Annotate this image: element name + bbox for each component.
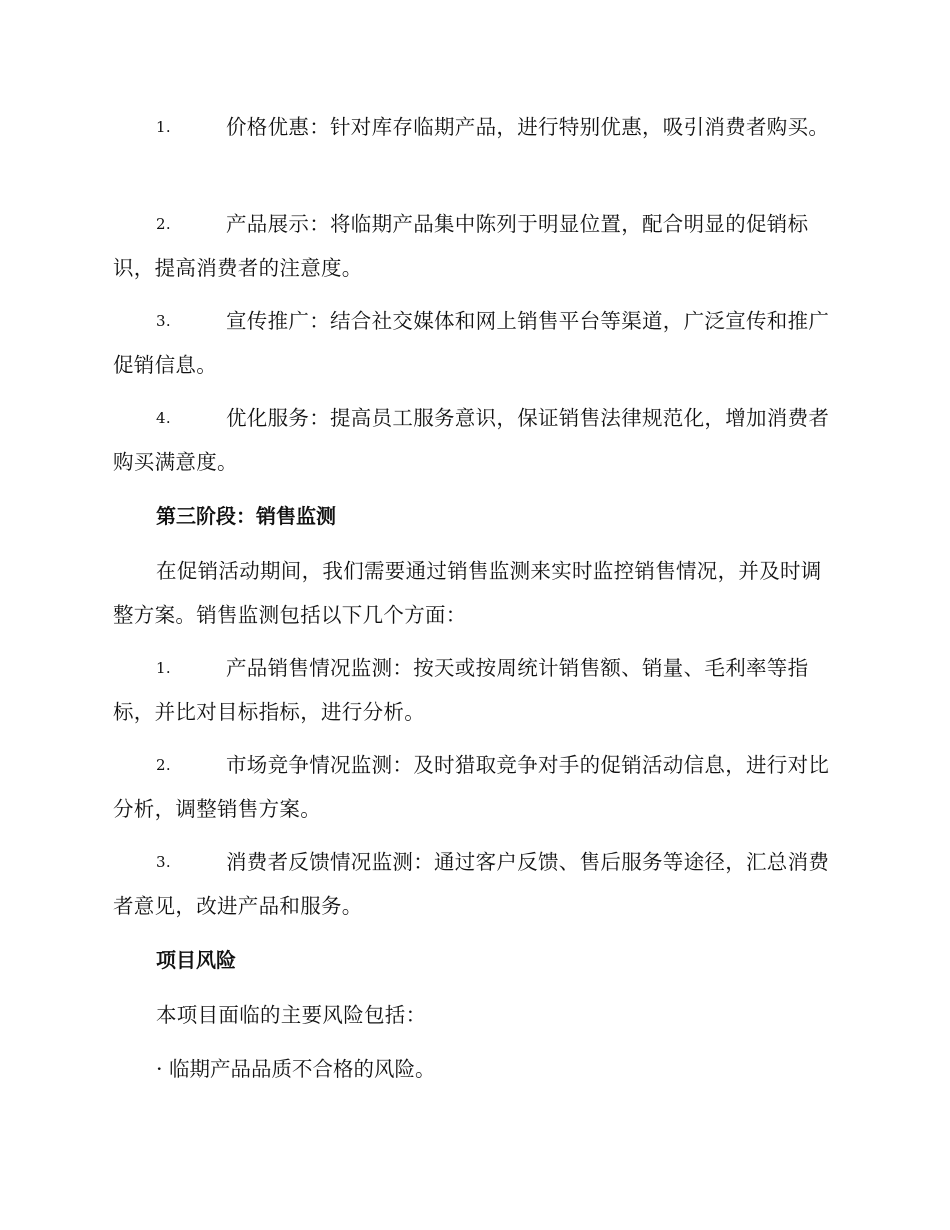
list-item (113, 743, 833, 831)
list-item-text: 市场竞争情况监测：及时猎取竞争对手的促销活动信息，进行对比分析，调整销售方案。 (113, 753, 830, 821)
list-number: 2. (156, 756, 171, 774)
risk-intro-paragraph: 本项目面临的主要风险包括： (156, 1003, 427, 1027)
list-item-text: 价格优惠：针对库存临期产品，进行特别优惠，吸引消费者购买。 (226, 115, 830, 139)
list-number: 3. (156, 853, 171, 871)
list-item-text: 产品展示：将临期产品集中陈列于明显位置，配合明显的促销标识，提高消费者的注意度。 (113, 212, 809, 280)
list-number: 4. (156, 409, 171, 427)
list-number: 3. (156, 312, 171, 330)
list-item (113, 840, 833, 928)
list-number: 1. (156, 118, 171, 136)
list-item-text: 产品销售情况监测：按天或按周统计销售额、销量、毛利率等指标，并比对目标指标，进行分析。 (113, 656, 809, 724)
list-item (113, 646, 833, 734)
list-number: 1. (156, 659, 171, 677)
list-item (113, 299, 833, 387)
section-heading: 第三阶段：销售监测 (156, 504, 336, 528)
list-item-text: 宣传推广：结合社交媒体和网上销售平台等渠道，广泛宣传和推广促销信息。 (113, 309, 830, 377)
list-number: 2. (156, 215, 171, 233)
list-item (113, 105, 833, 149)
list-item-text: 消费者反馈情况监测：通过客户反馈、售后服务等途径，汇总消费者意见，改进产品和服务。 (113, 850, 830, 918)
list-item-text: 优化服务：提高员工服务意识，保证销售法律规范化，增加消费者购买满意度。 (113, 406, 830, 474)
list-item (113, 202, 833, 290)
section-heading: 项目风险 (156, 948, 236, 972)
list-item (113, 396, 833, 484)
bullet-item: · 临期产品品质不合格的风险。 (156, 1057, 436, 1081)
section-intro-paragraph: 在促销活动期间，我们需要通过销售监测来实时监控销售情况，并及时调整方案。销售监测包括以下几个方面： (113, 559, 822, 627)
